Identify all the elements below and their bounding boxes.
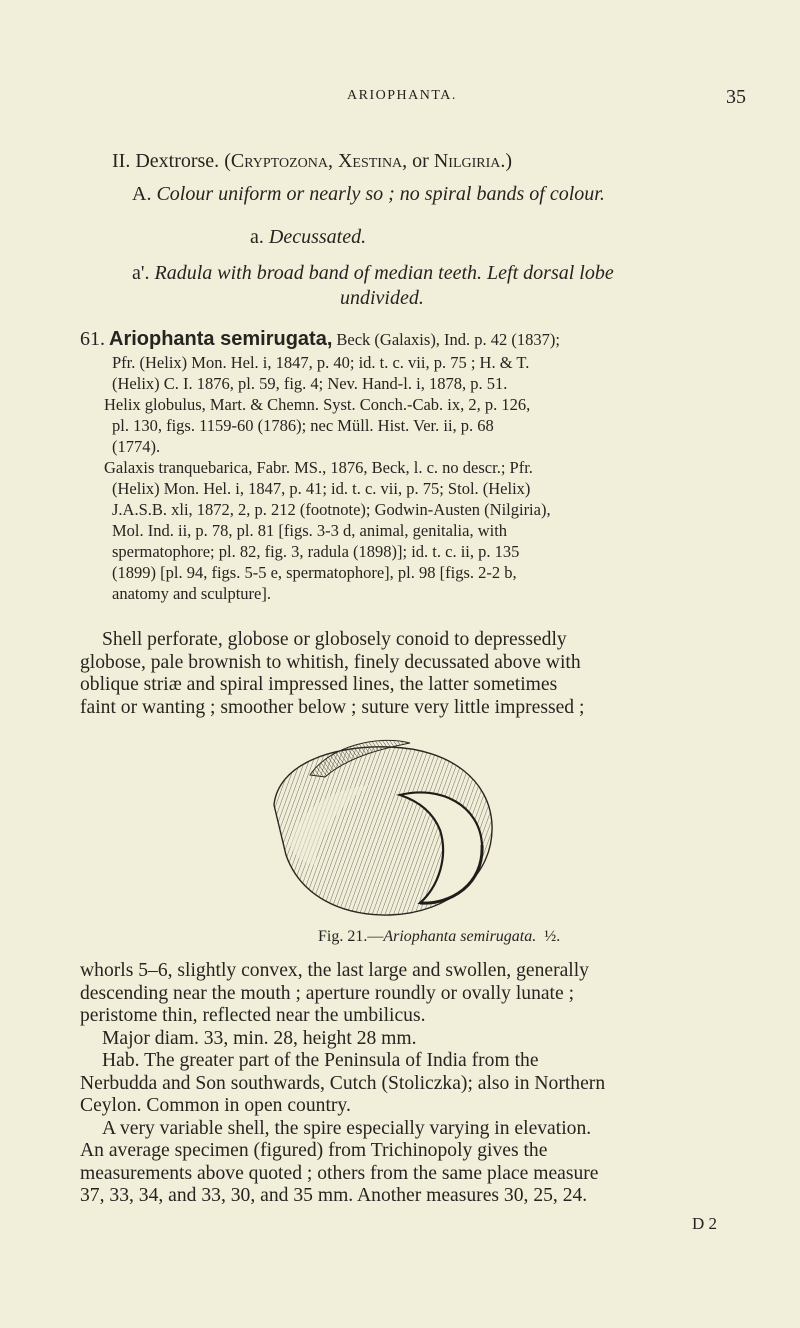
section-a-prime-line2: undivided. (340, 287, 424, 309)
description-line: oblique striæ and spiral impressed lines, the latter sometimes (80, 674, 558, 695)
reference-line: (Helix) Mon. Hel. i, 1847, p. 41; id. t. c. vii, p. 75; Stol. (Helix) (112, 479, 531, 498)
division-label: Dextrorse. (135, 150, 220, 172)
section-a-prime-line1: Radula with broad band of median teeth. Left dorsal lobe (154, 262, 614, 284)
description-line: globose, pale brownish to whitish, finely decussated above with (80, 651, 581, 673)
division-heading: II. Dextrorse. (Cryptozona, Xestina, or Nilgiria.) (112, 150, 513, 172)
species-name: Ariophanta semirugata, (109, 328, 333, 350)
description-line: Shell perforate, globose or globosely conoid to depressedly (102, 629, 567, 650)
reference-line: Pfr. (Helix) Mon. Hel. i, 1847, p. 40; id. t. c. vii, p. 75 ; H. & T. (112, 353, 530, 372)
reference-line: Mol. Ind. ii, p. 78, pl. 81 [figs. 3-3 d, animal, genitalia, with (112, 521, 508, 540)
shell-illustration (250, 735, 550, 925)
species-heading (80, 328, 560, 351)
continuation-line: A very variable shell, the spire especially varying in elevation. (102, 1117, 592, 1139)
measurements-line: Major diam. 33, min. 28, height 28 mm. (102, 1027, 417, 1049)
reference-block (104, 352, 551, 604)
division-numeral: II. (112, 150, 131, 172)
section-A-text: Colour uniform or nearly so ; no spiral bands of colour. (156, 183, 605, 205)
section-A-letter: A. (132, 183, 152, 205)
groups-open: ( (224, 150, 231, 172)
habitat-line: Hab. The greater part of the Peninsula of India from the (102, 1050, 539, 1071)
continuation-paragraph (80, 960, 605, 1208)
group-xestina: Xestina (337, 150, 403, 172)
reference-line: Helix globulus, Mart. & Chemn. Syst. Conch.-Cab. ix, 2, p. 126, (104, 395, 531, 414)
group-or: or (412, 150, 429, 172)
reference-line: (1899) [pl. 94, figs. 5-5 e, spermatophore], pl. 98 [figs. 2-2 b, (112, 563, 517, 582)
reference-line: pl. 130, figs. 1159-60 (1786); nec Müll. Hist. Ver. ii, p. 68 (112, 416, 494, 435)
reference-line: (Helix) C. I. 1876, pl. 59, fig. 4; Nev. Hand-l. i, 1878, p. 51. (112, 374, 508, 393)
reference-line: Galaxis tranquebarica, Fabr. MS., 1876, Beck, l. c. no descr.; Pfr. (104, 458, 533, 477)
reference-line: J.A.S.B. xli, 1872, 2, p. 212 (footnote); Godwin-Austen (Nilgiria), (112, 500, 551, 519)
continuation-line: measurements above quoted ; others from the same place measure (80, 1162, 599, 1184)
description-line: faint or wanting ; smoother below ; suture very little impressed ; (80, 696, 585, 718)
species-number: 61. (80, 328, 105, 350)
section-A (132, 183, 605, 206)
section-a-text: Decussated. (268, 226, 367, 248)
continuation-line: Nerbudda and Son southwards, Cutch (Stoliczka); also in Northern (80, 1072, 606, 1094)
section-a-letter: a. (250, 226, 264, 248)
section-a-prime (132, 262, 614, 285)
groups-close: .) (500, 150, 513, 172)
figure-caption (318, 928, 560, 946)
group-nilgiria: Nilgiria (433, 150, 501, 172)
caption-name: Ariophanta semirugata. (383, 928, 537, 945)
reference-line: (1774). (112, 437, 161, 456)
reference-line: spermatophore; pl. 82, fig. 3, radula (1898)]; id. t. c. ii, p. 135 (112, 542, 520, 561)
running-title: ARIOPHANTA. (347, 88, 457, 103)
caption-label: Fig. 21.— (318, 928, 384, 945)
page-number: 35 (726, 86, 746, 108)
section-a-prime-letter: a'. (132, 262, 150, 284)
group-cryptozona: Cryptozona (230, 150, 328, 172)
reference-line: anatomy and sculpture]. (112, 584, 271, 603)
continuation-line: Ceylon. Common in open country. (80, 1095, 351, 1116)
caption-scale: ½. (544, 928, 561, 945)
continuation-line: 37, 33, 34, and 33, 30, and 35 mm. Another measures 30, 25, 24. (80, 1185, 588, 1206)
description-paragraph (80, 629, 584, 719)
reference-line: Beck (Galaxis), Ind. p. 42 (1837); (336, 330, 561, 349)
continuation-line: descending near the mouth ; aperture roundly or ovally lunate ; (80, 982, 575, 1004)
continuation-line: whorls 5–6, slightly convex, the last large and swollen, generally (80, 960, 589, 981)
continuation-line: peristome thin, reflected near the umbilicus. (80, 1005, 426, 1026)
signature-mark: D 2 (692, 1214, 718, 1233)
section-a (250, 226, 366, 249)
continuation-line: An average specimen (figured) from Trichinopoly gives the (80, 1140, 548, 1161)
